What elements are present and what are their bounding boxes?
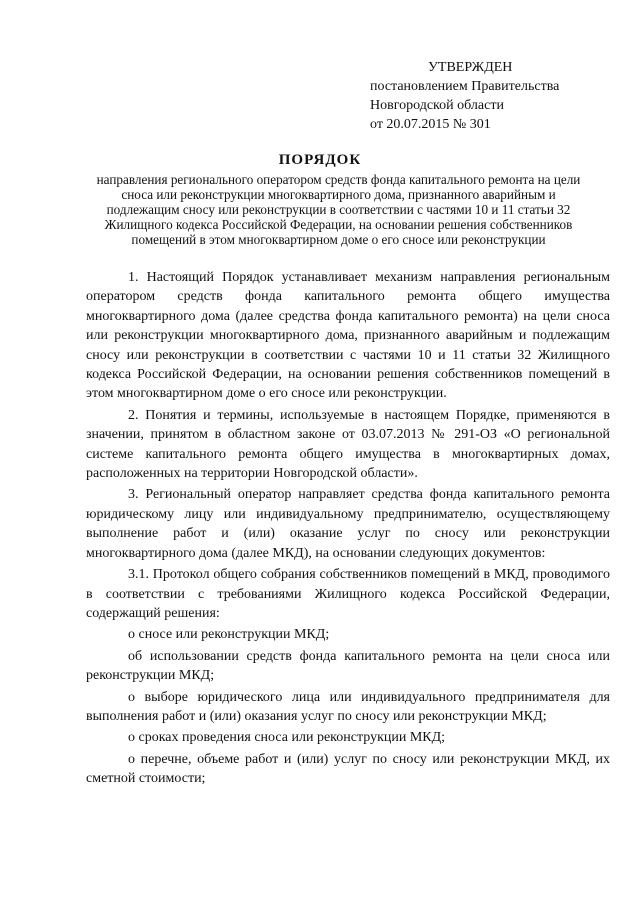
approval-line-2: Новгородской области [370, 98, 504, 113]
document-title: ПОРЯДОК [278, 152, 362, 168]
paragraph-2: 2. Понятия и термины, используемые в настоящем Порядке, применяются в значении, принятом в областном законе от 03.07.2013 № 291-ОЗ «О региональной системе капитального ремонта общего имущества в многоквартирных домах, расположенных на территории Новгородской области». [86, 407, 610, 482]
approval-line-1: постановлением Правительства [370, 79, 560, 94]
approval-stamp [370, 58, 625, 134]
decision-item-demolition: о сносе или реконструкции МКД; [128, 627, 330, 643]
paragraph-3: 3. Региональный оператор направляет средства фонда капитального ремонта юридическому лицу или индивидуальному предпринимателю, осуществляющему выполнение работ и (или) оказание услуг по сносу или реконструкции многоквартирного дома (далее МКД), на основании следующих документов: [86, 487, 610, 561]
decision-item-contractor: о выборе юридического лица или индивидуального предпринимателя для выполнения работ и (или) оказания услуг по сносу или реконструкции МКД; [86, 689, 610, 724]
decision-item-scope: о перечне, объеме работ и (или) услуг по сносу или реконструкции МКД, их сметной стоимости; [86, 751, 610, 787]
decision-item-terms: о сроках проведения сноса или реконструкции МКД; [128, 730, 446, 746]
approval-line-3: от 20.07.2015 № 301 [370, 117, 491, 132]
document-body [86, 268, 610, 791]
paragraph-1: 1. Настоящий Порядок устанавливает механизм направления региональным оператором средств фонда капитального ремонта общего имущества многоквартирного дома (далее средства фонда капитального ремонта) на цели сноса или реконструкции многоквартирного дома, признанного аварийным и подлежащим сносу или реконструкции в соответствии с частями 10 и 11 статьи 32 Жилищного кодекса Российской Федерации, на основании решения собственников помещений в этом многоквартирном доме о его сносе или реконструкции. [86, 270, 610, 402]
approval-heading: УТВЕРЖДЕН [428, 60, 513, 75]
document-subtitle: направления регионального оператором средств фонда капитального ремонта на цели сноса или реконструкции многоквартирного дома, признанного аварийным и подлежащим сносу или реконструкции в соответствии с частями 10 и 11 статьи 32 Жилищного кодекса Российской Федерации, на основании решения собственников помещений в этом многоквартирном доме о его сносе или реконструкции [96, 172, 581, 247]
paragraph-3-1: 3.1. Протокол общего собрания собственников помещений в МКД, проводимого в соответствии с требованиями Жилищного кодекса Российской Федерации, содержащий решения: [86, 567, 610, 621]
decision-item-funds: об использовании средств фонда капитального ремонта на цели сноса или реконструкции МКД; [86, 648, 610, 684]
